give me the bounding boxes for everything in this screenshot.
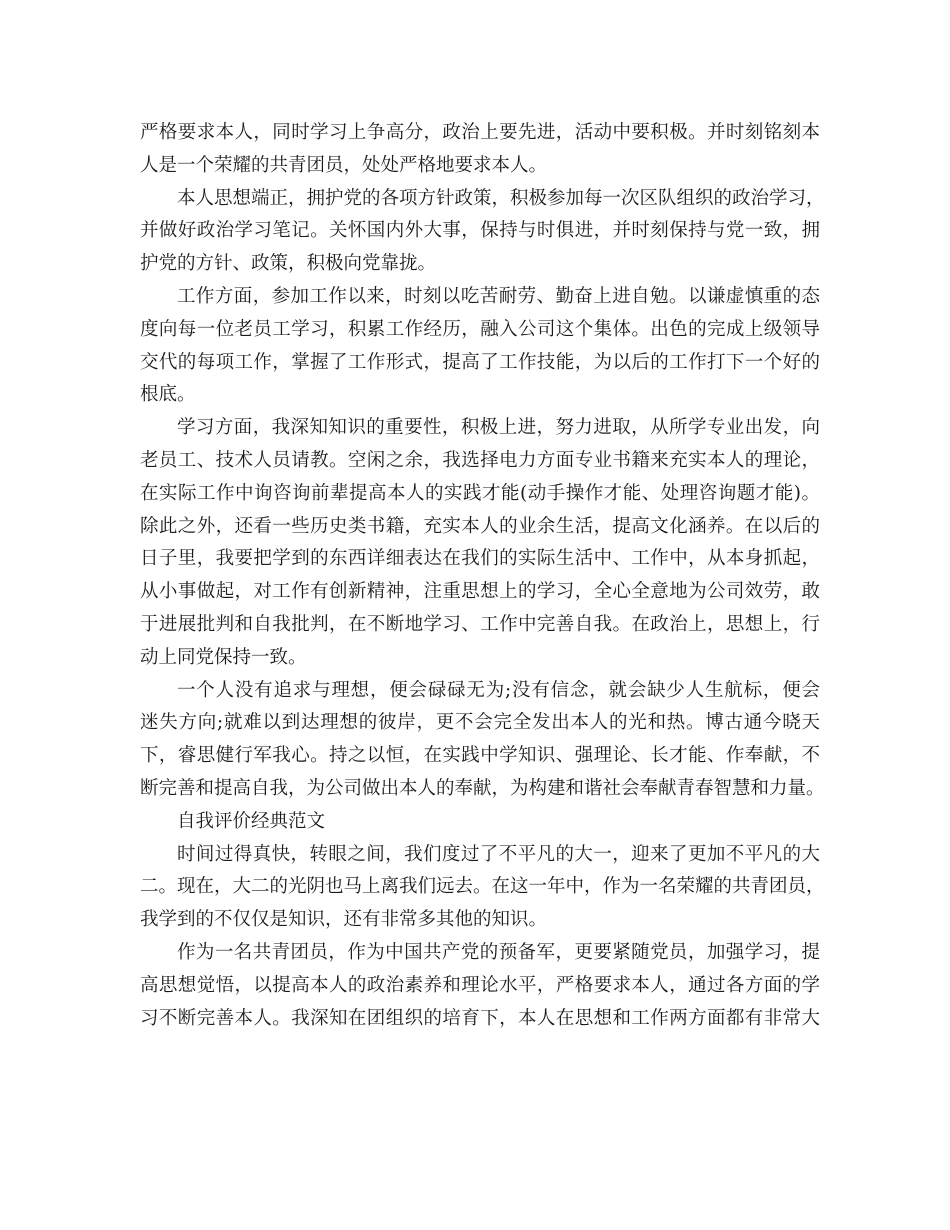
text-line: 本人思想端正，拥护党的各项方针政策，积极参加每一次区队组织的政治学习， — [177, 187, 825, 209]
text-line: 在实际工作中询咨询前辈提高本人的实践才能(动手操作才能、处理咨询题才能)。 — [140, 482, 820, 504]
body-text — [140, 117, 825, 1035]
text-line: 我学到的不仅仅是知识，还有非常多其他的知识。 — [140, 909, 548, 931]
text-line: 度向每一位老员工学习，积累工作经历，融入公司这个集体。出色的完成上级领导 — [140, 318, 820, 340]
text-line: 作为一名共青团员，作为中国共产党的预备军，更要紧随党员，加强学习，提 — [177, 941, 820, 963]
text-line: 于进展批判和自我批判，在不断地学习、工作中完善自我。在政治上，思想上，行 — [140, 613, 820, 635]
text-line: 根底。 — [140, 384, 196, 406]
text-line: 时间过得真快，转眼之间，我们度过了不平凡的大一，迎来了更加不平凡的大 — [177, 843, 820, 865]
text-line: 交代的每项工作，掌握了工作形式，提高了工作技能，为以后的工作打下一个好的 — [140, 351, 820, 373]
text-line: 高思想觉悟，以提高本人的政治素养和理论水平，严格要求本人，通过各方面的学 — [140, 974, 820, 996]
text-line: 从小事做起，对工作有创新精神，注重思想上的学习，全心全意地为公司效劳，敢 — [140, 581, 820, 603]
text-line: 除此之外，还看一些历史类书籍，充实本人的业余生活，提高文化涵养。在以后的 — [140, 515, 820, 537]
text-line: 二。现在，大二的光阴也马上离我们远去。在这一年中，作为一名荣耀的共青团员， — [140, 876, 825, 898]
text-line: 自我评价经典范文 — [177, 810, 326, 832]
text-line: 人是一个荣耀的共青团员，处处严格地要求本人。 — [140, 154, 548, 176]
text-line: 并做好政治学习笔记。关怀国内外大事，保持与时俱进，并时刻保持与党一致，拥 — [140, 220, 820, 242]
text-line: 工作方面，参加工作以来，时刻以吃苦耐劳、勤奋上进自勉。以谦虚慎重的态 — [177, 285, 820, 307]
text-line: 迷失方向;就难以到达理想的彼岸，更不会完全发出本人的光和热。博古通今晓天 — [140, 712, 820, 734]
text-line: 动上同党保持一致。 — [140, 646, 307, 668]
text-line: 下，睿思健行军我心。持之以恒，在实践中学知识、强理论、长才能、作奉献，不 — [140, 745, 820, 767]
text-line: 学习方面，我深知知识的重要性，积极上进，努力进取，从所学专业出发，向 — [177, 417, 820, 439]
text-line: 护党的方针、政策，积极向党靠拢。 — [140, 253, 437, 275]
text-line: 严格要求本人，同时学习上争高分，政治上要先进，活动中要积极。并时刻铭刻本 — [140, 122, 820, 143]
text-line: 日子里，我要把学到的东西详细表达在我们的实际生活中、工作中，从本身抓起， — [140, 548, 820, 570]
text-line: 习不断完善本人。我深知在团组织的培育下，本人在思想和工作两方面都有非常大 — [140, 1007, 820, 1029]
text-line: 断完善和提高自我，为公司做出本人的奉献，为构建和谐社会奉献青春智慧和力量。 — [140, 777, 825, 799]
text-line: 一个人没有追求与理想，便会碌碌无为;没有信念，就会缺少人生航标，便会 — [177, 679, 820, 701]
text-line: 老员工、技术人员请教。空闲之余，我选择电力方面专业书籍来充实本人的理论， — [140, 449, 820, 471]
